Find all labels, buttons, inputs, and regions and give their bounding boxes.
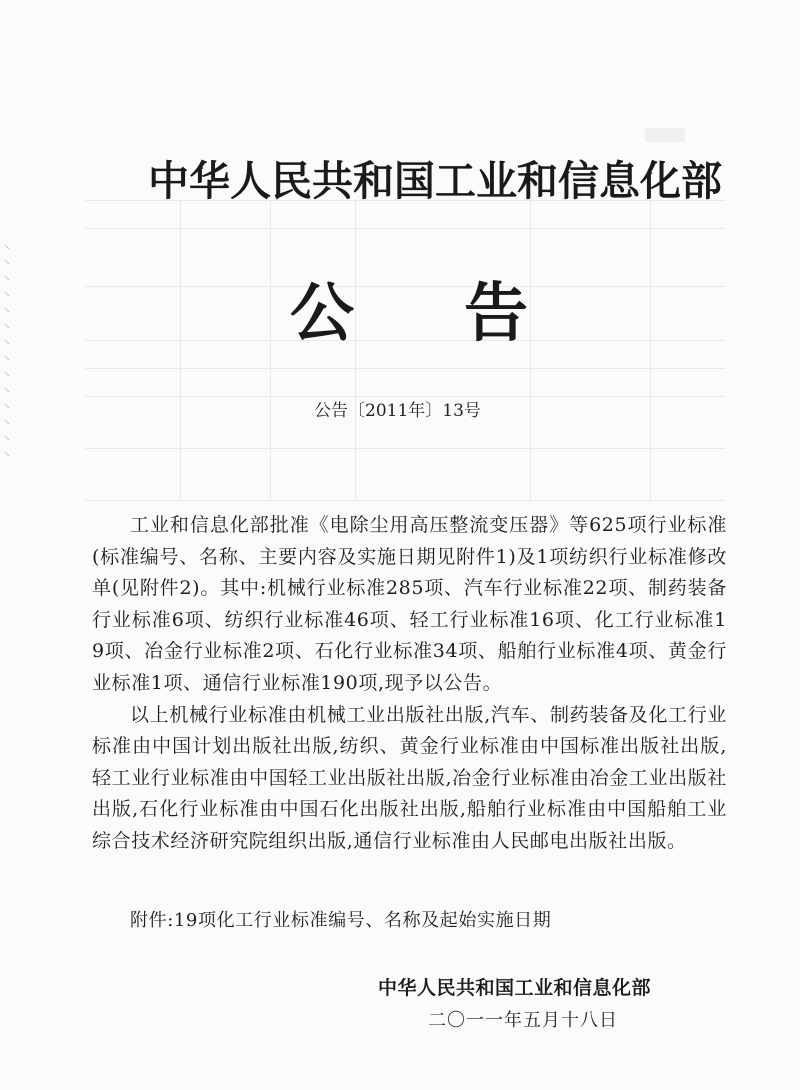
binding-marks — [3, 240, 11, 470]
bleed-through-table — [85, 200, 725, 520]
bleed-through-mark — [645, 128, 685, 142]
issuer-signature: 中华人民共和国工业和信息化部 — [378, 977, 652, 999]
notice-body — [92, 510, 727, 858]
attachment-note: 附件:19项化工行业标准编号、名称及起始实施日期 — [130, 910, 552, 931]
notice-title: 公告 — [290, 277, 638, 351]
notice-number: 公告〔2011年〕13号 — [314, 401, 481, 421]
body-paragraph: 工业和信息化部批准《电除尘用高压整流变压器》等625项行业标准(标准编号、名称、主要内容及实施日期见附件1)及1项纺织行业标准修改单(见附件2)。其中:机械行业标准285项、汽车行业标准22项、制药装备行业标准6项、纺织行业标准46项、轻工行业标准16项、化工行业标准19项、冶金行业标准2项、石化行业标准34项、船舶行业标准4项、黄金行业标准1项、通信行业标准190项,现予以公告。 — [92, 514, 727, 694]
ministry-title: 中华人民共和国工业和信息化部 — [148, 157, 722, 205]
issue-date: 二〇一一年五月十八日 — [428, 1010, 618, 1031]
body-paragraph: 以上机械行业标准由机械工业出版社出版,汽车、制药装备及化工行业标准由中国计划出版社出版,纺织、黄金行业标准由中国标准出版社出版,轻工业行业标准由中国轻工业出版社出版,冶金行业标准由冶金工业出版社出版,石化行业标准由中国石化出版社出版,船舶行业标准由中国船舶工业综合技术经济研究院组织出版,通信行业标准由人民邮电出版社出版。 — [92, 703, 727, 852]
